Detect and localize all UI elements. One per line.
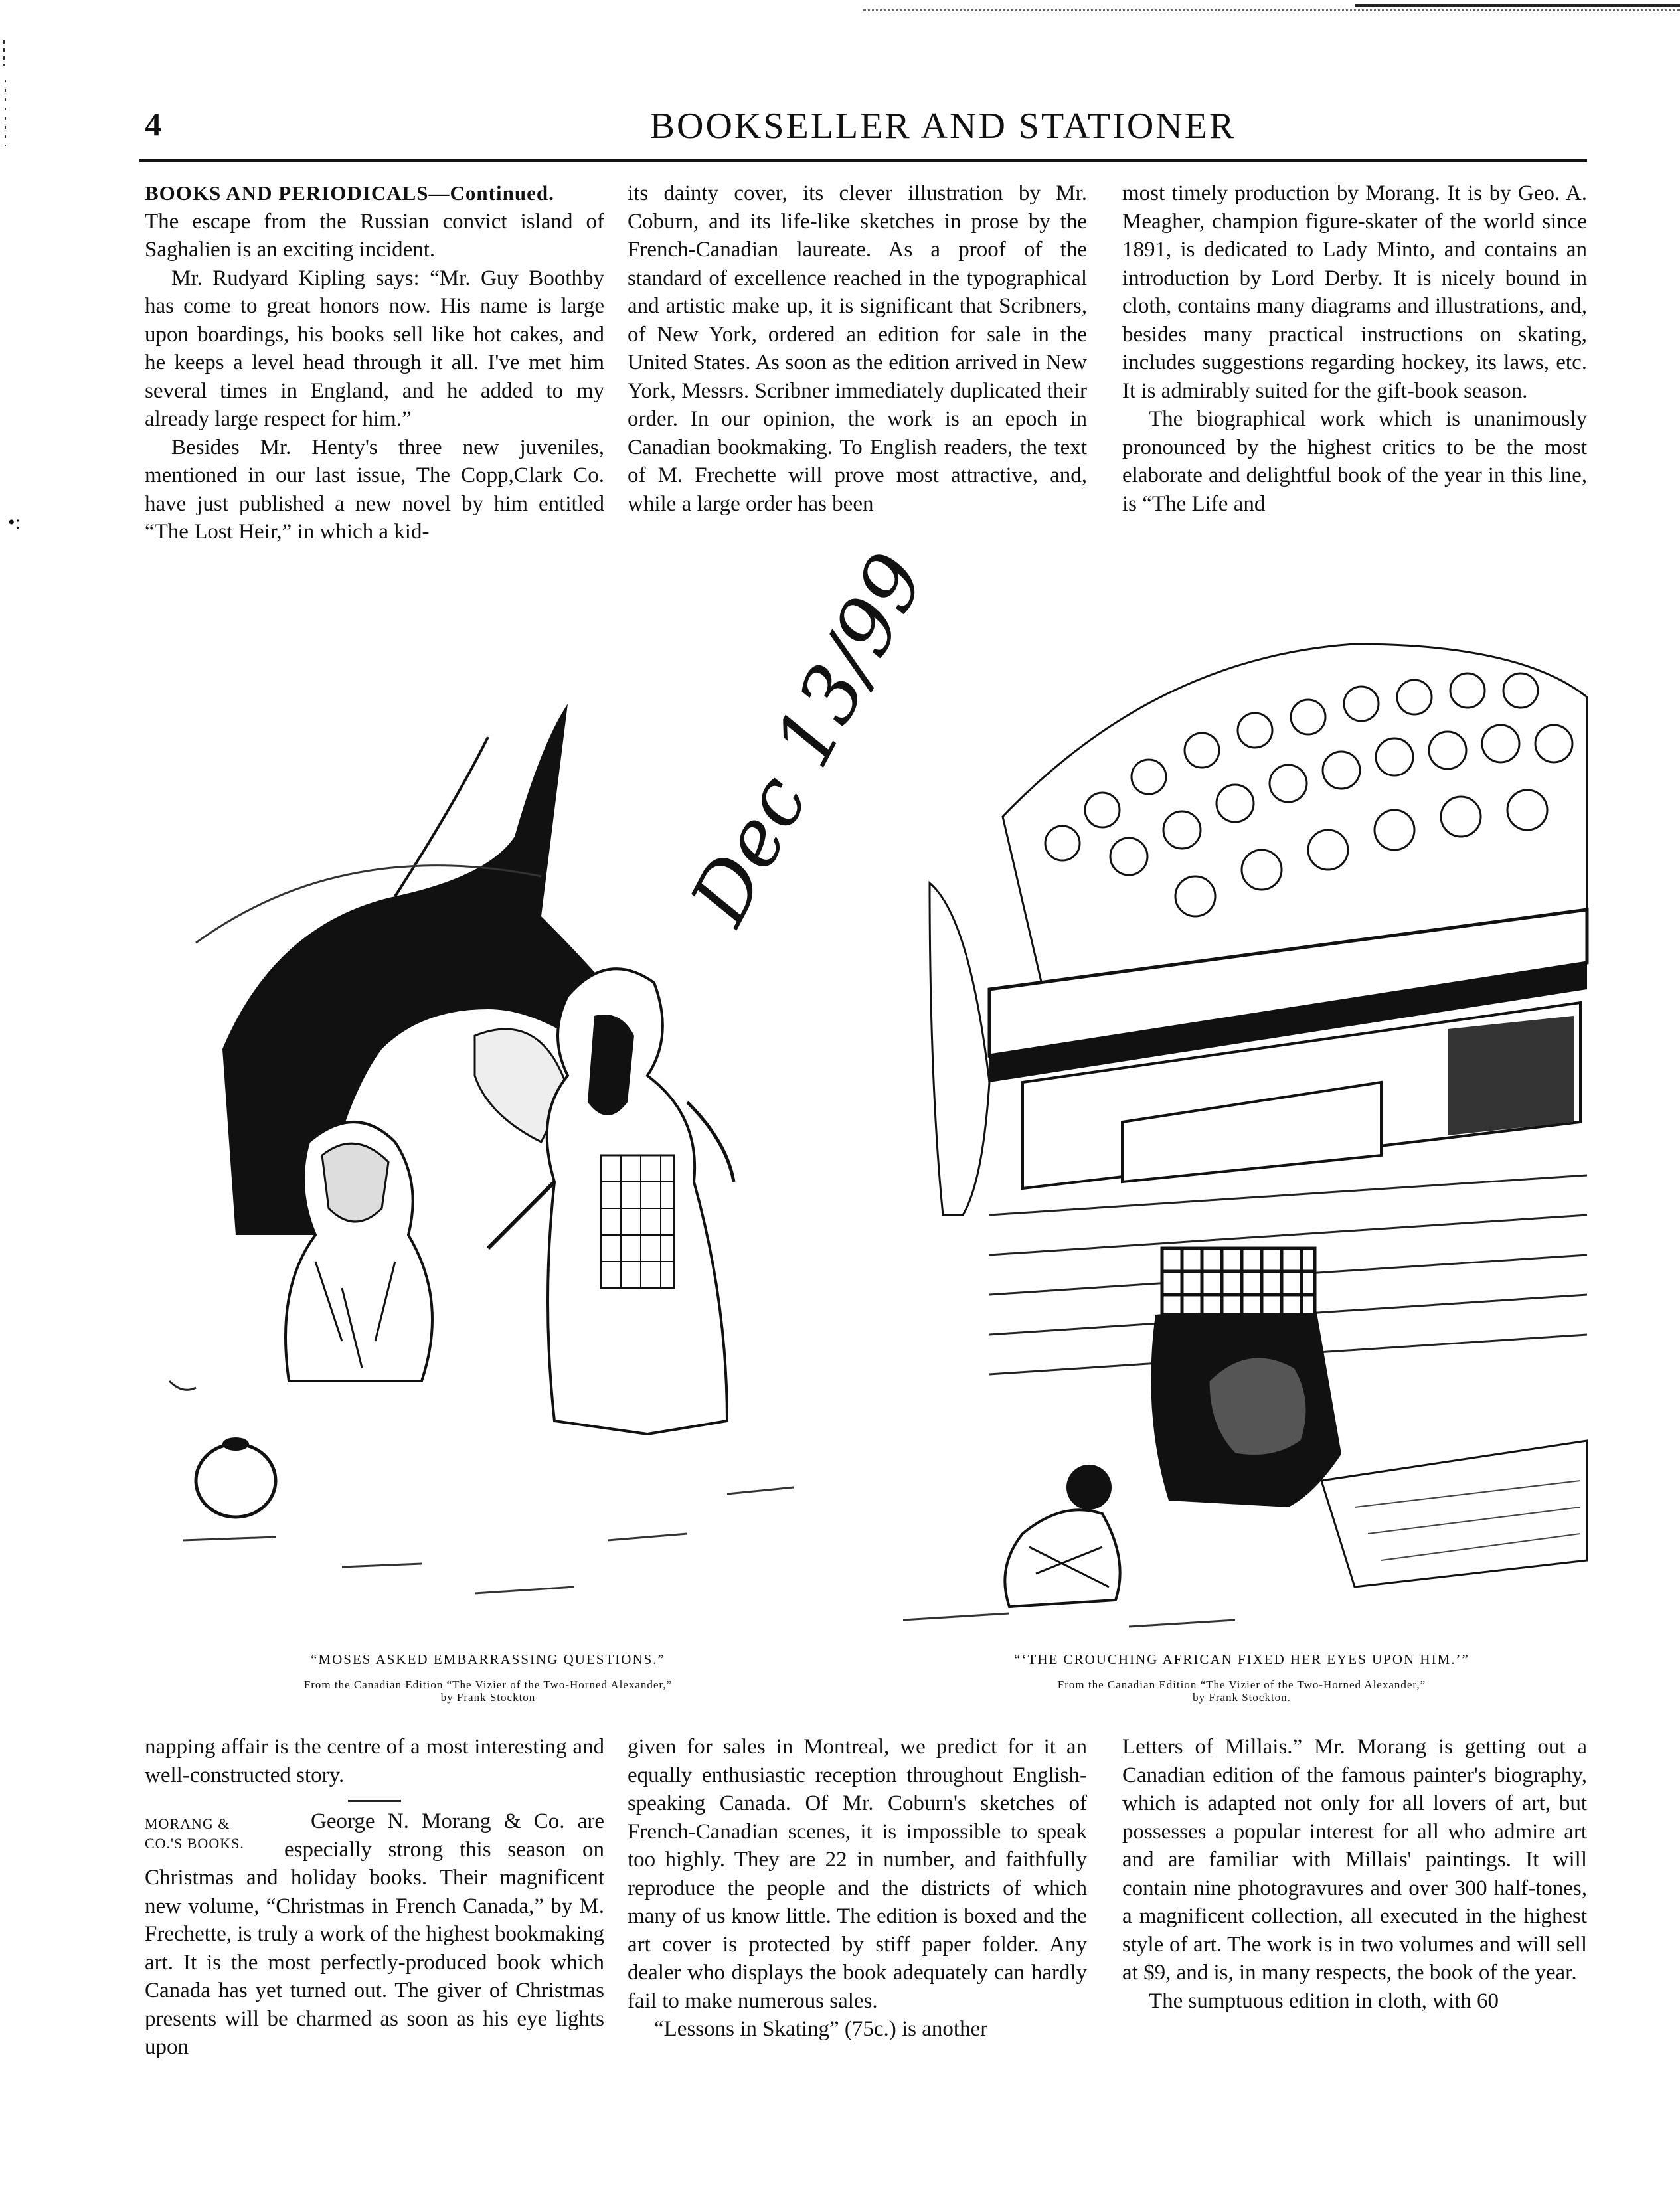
top-edge-bar <box>1355 0 1680 7</box>
paragraph: most timely production by Morang. It is by Geo. A. Meagher, champion figure-skater of the world since 1891, is dedicated to Lady Minto, and contains an introduction by Lord Derby. It is nicely bound in cloth, contains many diagrams and illustrations, and, besides many practical instructions on skating, includes suggestions regarding hockey, its laws, etc. It is admirably suited for the gift-book season. <box>1122 181 1587 403</box>
header-rule <box>139 159 1587 162</box>
section-divider <box>348 1800 401 1802</box>
paragraph: napping affair is the centre of a most interesting and well-constructed story. <box>145 1735 604 1787</box>
paragraph: Besides Mr. Henty's three new juveniles, mentioned in our last issue, The Copp,Clark Co. have just published a new novel by him entitled “The Lost Heir,” in which a kid- <box>145 435 604 544</box>
margin-dots: •: <box>8 511 21 533</box>
handwritten-date-text: Dec 13/99 <box>672 538 944 939</box>
paragraph: Mr. Rudyard Kipling says: “Mr. Guy Boothby has come to great honors now. His name is large upon boardings, his books sell like hot cakes, and he keeps a level head through it all. I've met him several times in England, and he added to my already large respect for him.” <box>145 266 604 431</box>
crouching-figure <box>1005 1465 1120 1607</box>
credit-left-line2: by Frank Stockton <box>440 1691 536 1704</box>
paragraph: George N. Morang & Co. are especially strong this season on Christmas and holiday books. Their magnificent new volume, “Christmas in French Canada,” by M. Frechette, is truly a work of the highest bookmaking art. It is the most perfectly-produced book which Canada has yet turned out. The giver of Christmas presents will be charmed as soon as his eye lights upon <box>145 1809 604 2059</box>
paragraph: its dainty cover, its clever illustration by Mr. Coburn, and its life-like sketches in prose by the French-Canadian laureate. As a proof of the standard of excellence reached in the typographical and artistic make up, it is significant that Scribners, of New York, ordered an edition for sale in the United States. As soon as the edition arrived in New York, Messrs. Scribner immediately duplicated their order. In our opinion, the work is an epoch in Canadian bookmaking. To English readers, the text of M. Frechette will prove most attractive, and, while a large order has been <box>628 181 1087 516</box>
caption-left: “MOSES ASKED EMBARRASSING QUESTIONS.” <box>311 1651 665 1667</box>
paragraph: Letters of Millais.” Mr. Morang is getting out a Canadian edition of the famous painter's biography, which is adapted not only for all lovers of art, but possesses a popular interest for all who admire art and are familiar with Millais' paintings. It will contain nine photogravures and over 300 half-tones, a magnificent collection, all executed in the highest style of art. The work is in two volumes and will sell at $9, and is, in many respects, the book of the year. <box>1122 1735 1587 1985</box>
paragraph: “Lessons in Skating” (75c.) is another <box>654 2017 988 2041</box>
credit-left-line1: From the Canadian Edition “The Vizier of the Two-Horned Alexander,” <box>303 1678 673 1691</box>
left-edge-marks <box>0 40 13 146</box>
bottom-column-3 <box>1122 1733 1587 2015</box>
top-column-1 <box>145 179 604 546</box>
credit-left <box>143 1678 833 1704</box>
side-heading <box>145 1814 278 1854</box>
paragraph: given for sales in Montreal, we predict for it an equally enthusiastic reception throughout English-speaking Canada. Of Mr. Coburn's sketches of French-Canadian scenes, it is impossible to speak too highly. They are 22 in number, and faithfully reproduce the people and the districts of which many of us know little. The edition is boxed and the art cover is protected by stiff paper folder. Any dealer who displays the book adequately can hardly fail to make numerous sales. <box>628 1735 1087 2013</box>
paragraph: The sumptuous edition in cloth, with 60 <box>1149 1989 1499 2013</box>
bottom-column-2 <box>628 1733 1087 2044</box>
bottom-column-1 <box>145 1733 604 2062</box>
section-heading: BOOKS AND PERIODICALS—Continued. <box>145 181 554 204</box>
top-column-3 <box>1122 179 1587 518</box>
side-heading-line2: CO.'S BOOKS. <box>145 1835 244 1852</box>
kneeling-figure <box>286 1122 432 1381</box>
side-heading-line1: MORANG & <box>145 1815 230 1832</box>
caption-right: “‘THE CROUCHING AFRICAN FIXED HER EYES UPON HIM.’” <box>1014 1651 1470 1667</box>
water-jar <box>196 1444 276 1517</box>
credit-right-line1: From the Canadian Edition “The Vizier of the Two-Horned Alexander,” <box>1057 1678 1426 1691</box>
paragraph: The biographical work which is unanimously pronounced by the highest critics to be the most elaborate and delightful book of the year in this line, is “The Life and <box>1122 407 1587 516</box>
credit-right <box>890 1678 1594 1704</box>
top-column-2 <box>628 179 1087 518</box>
running-head: BOOKSELLER AND STATIONER <box>649 106 1236 147</box>
paragraph: The escape from the Russian convict island of Saghalien is an exciting incident. <box>145 209 604 262</box>
page-number: 4 <box>145 106 161 143</box>
handwritten-date <box>672 538 1016 969</box>
credit-right-line2: by Frank Stockton. <box>1193 1691 1291 1704</box>
